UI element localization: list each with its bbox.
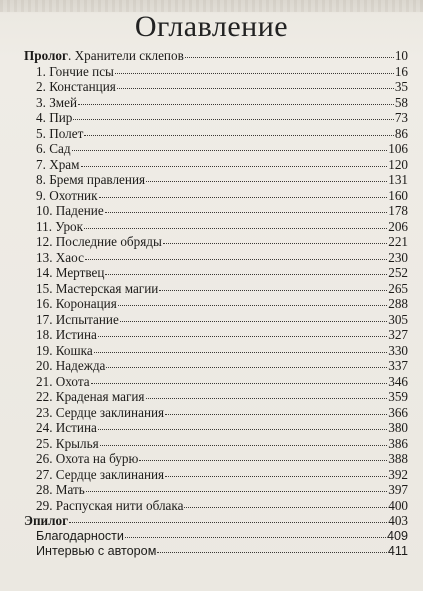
toc-entry (24, 498, 408, 514)
toc-page-number: 359 (388, 389, 408, 404)
toc-page-number: 58 (394, 94, 408, 110)
chapter-list (24, 64, 408, 514)
dot-leader (157, 542, 387, 553)
dot-leader (84, 218, 387, 229)
toc-page-number: 400 (388, 497, 408, 513)
dot-leader (146, 388, 388, 399)
toc-entry-label: 8. Бремя правления (36, 172, 146, 187)
toc-entry-label: 28. Мать (36, 482, 85, 497)
toc-entry-label (24, 513, 68, 529)
dot-leader (139, 450, 387, 461)
dot-leader (146, 171, 387, 182)
toc-entry-label: 4. Пир (36, 110, 73, 125)
toc-page-number: 265 (388, 280, 408, 296)
dot-leader (120, 311, 387, 322)
toc-entry-label-bold: Эпилог (24, 513, 69, 528)
toc-entry (24, 436, 408, 452)
dot-leader (99, 187, 388, 198)
dot-leader (163, 233, 387, 244)
toc-entry (24, 141, 408, 157)
back-matter-list (24, 529, 408, 560)
toc-entry (24, 544, 408, 560)
toc-entry-label-bold: Пролог (24, 48, 68, 63)
toc-entry (24, 281, 408, 297)
toc-page-number: 305 (388, 311, 408, 327)
dot-leader (98, 419, 387, 430)
toc-page-number: 10 (394, 48, 408, 63)
toc-entry-label: 10. Падение (36, 203, 104, 218)
toc-entry-label: 26. Охота на бурю (36, 451, 139, 466)
toc-entry (24, 203, 408, 219)
toc-entry (24, 219, 408, 235)
table-of-contents (24, 48, 408, 560)
toc-page-number: 160 (388, 187, 408, 203)
dot-leader (81, 156, 388, 167)
dot-leader (106, 357, 387, 368)
dot-leader (100, 435, 388, 446)
toc-page-number: 120 (388, 156, 408, 172)
toc-page-number: 252 (388, 265, 408, 280)
dot-leader (184, 497, 387, 508)
dot-leader (91, 373, 388, 384)
toc-entry-label: 29. Распуская нити облака (36, 497, 184, 513)
dot-leader (72, 140, 388, 151)
toc-entry-label: 21. Охота (36, 373, 90, 389)
toc-entry-label: 12. Последние обряды (36, 234, 162, 249)
dot-leader (78, 94, 394, 105)
toc-entry (24, 157, 408, 173)
toc-page-number: 330 (388, 342, 408, 358)
toc-page-number: 392 (388, 466, 408, 482)
toc-entry (24, 374, 408, 390)
dot-leader (73, 109, 393, 120)
dot-leader (69, 512, 387, 523)
dot-leader (98, 326, 387, 337)
toc-entry (24, 327, 408, 343)
toc-page-number: 73 (394, 110, 408, 125)
page-title: Оглавление (134, 10, 289, 43)
dot-leader (165, 404, 387, 415)
toc-entry-label: 24. Истина (36, 420, 97, 435)
toc-entry (24, 405, 408, 421)
toc-entry (24, 64, 408, 80)
toc-entry-label (24, 48, 184, 64)
toc-entry-label: 2. Констанция (36, 79, 116, 94)
toc-entry (24, 265, 408, 281)
toc-entry-label: 15. Мастерская магии (36, 280, 159, 296)
toc-entry-label: 22. Краденая магия (36, 389, 145, 404)
dot-leader (185, 47, 394, 58)
toc-entry (24, 234, 408, 250)
toc-page-number: 106 (388, 141, 408, 156)
toc-entry-label: 3. Змей (36, 94, 78, 110)
toc-page-number: 206 (388, 218, 408, 234)
toc-entry-label: 11. Урок (36, 218, 84, 234)
toc-entry (24, 95, 408, 111)
toc-entry-label: 20. Надежда (36, 358, 106, 373)
toc-page-number: 397 (388, 482, 408, 497)
dot-leader (94, 342, 387, 353)
toc-entry-label: 14. Мертвец (36, 265, 105, 280)
toc-entry (24, 110, 408, 126)
toc-page-number: 86 (394, 125, 408, 141)
toc-entry-label: Интервью с автором (36, 544, 157, 558)
toc-page-number: 409 (386, 528, 408, 543)
toc-page-number: 411 (387, 544, 408, 558)
toc-page-number: 366 (388, 404, 408, 420)
toc-entry-label: 5. Полет (36, 125, 84, 141)
dot-leader (105, 202, 388, 213)
toc-entry (24, 188, 408, 204)
dot-leader (165, 466, 387, 477)
toc-entry-label: 23. Сердце заклинания (36, 404, 165, 420)
toc-entry-prologue (24, 48, 408, 64)
toc-entry-label: 18. Истина (36, 327, 97, 342)
toc-page-number: 230 (388, 249, 408, 265)
toc-page-number: 386 (388, 435, 408, 451)
toc-entry-label: 25. Крылья (36, 435, 99, 451)
toc-entry (24, 250, 408, 266)
toc-page-number: 380 (388, 420, 408, 435)
toc-page-number: 221 (388, 234, 408, 249)
toc-entry (24, 451, 408, 467)
toc-page-number: 346 (388, 373, 408, 389)
toc-entry (24, 420, 408, 436)
toc-entry-label: 13. Хаос (36, 249, 84, 265)
toc-page-number: 131 (388, 172, 408, 187)
toc-page-number: 327 (388, 327, 408, 342)
dot-leader (84, 125, 393, 136)
dot-leader (117, 78, 394, 89)
dot-leader (86, 481, 387, 492)
toc-page-number: 178 (388, 203, 408, 218)
toc-entry-label-rest: . Хранители склепов (68, 48, 184, 63)
toc-page-number: 35 (394, 79, 408, 94)
toc-entry-label: 9. Охотник (36, 187, 98, 203)
toc-entry (24, 482, 408, 498)
toc-entry (24, 172, 408, 188)
toc-entry (24, 312, 408, 328)
toc-entry (24, 79, 408, 95)
toc-entry (24, 126, 408, 142)
dot-leader (105, 264, 387, 275)
toc-entry-label: 27. Сердце заклинания (36, 466, 165, 482)
toc-page-number: 288 (388, 296, 408, 311)
dot-leader (125, 527, 386, 538)
toc-page-number: 16 (394, 63, 408, 79)
toc-entry (24, 296, 408, 312)
dot-leader (115, 63, 394, 74)
toc-entry-label: 17. Испытание (36, 311, 119, 327)
toc-entry (24, 467, 408, 483)
toc-entry-label: 19. Кошка (36, 342, 93, 358)
toc-entry (24, 389, 408, 405)
toc-entry (24, 343, 408, 359)
toc-entry-label: 6. Сад (36, 141, 71, 156)
toc-entry-label: 7. Храм (36, 156, 80, 172)
dot-leader (85, 249, 387, 260)
toc-entry-label: Благодарности (36, 528, 124, 543)
dot-leader (118, 295, 387, 306)
toc-page-number: 337 (388, 358, 408, 373)
dot-leader (159, 280, 387, 291)
toc-entry (24, 358, 408, 374)
toc-page-number: 388 (388, 451, 408, 466)
toc-entry-label: 1. Гончие псы (36, 63, 114, 79)
toc-page-number: 403 (388, 513, 408, 528)
toc-entry-label: 16. Коронация (36, 296, 117, 311)
